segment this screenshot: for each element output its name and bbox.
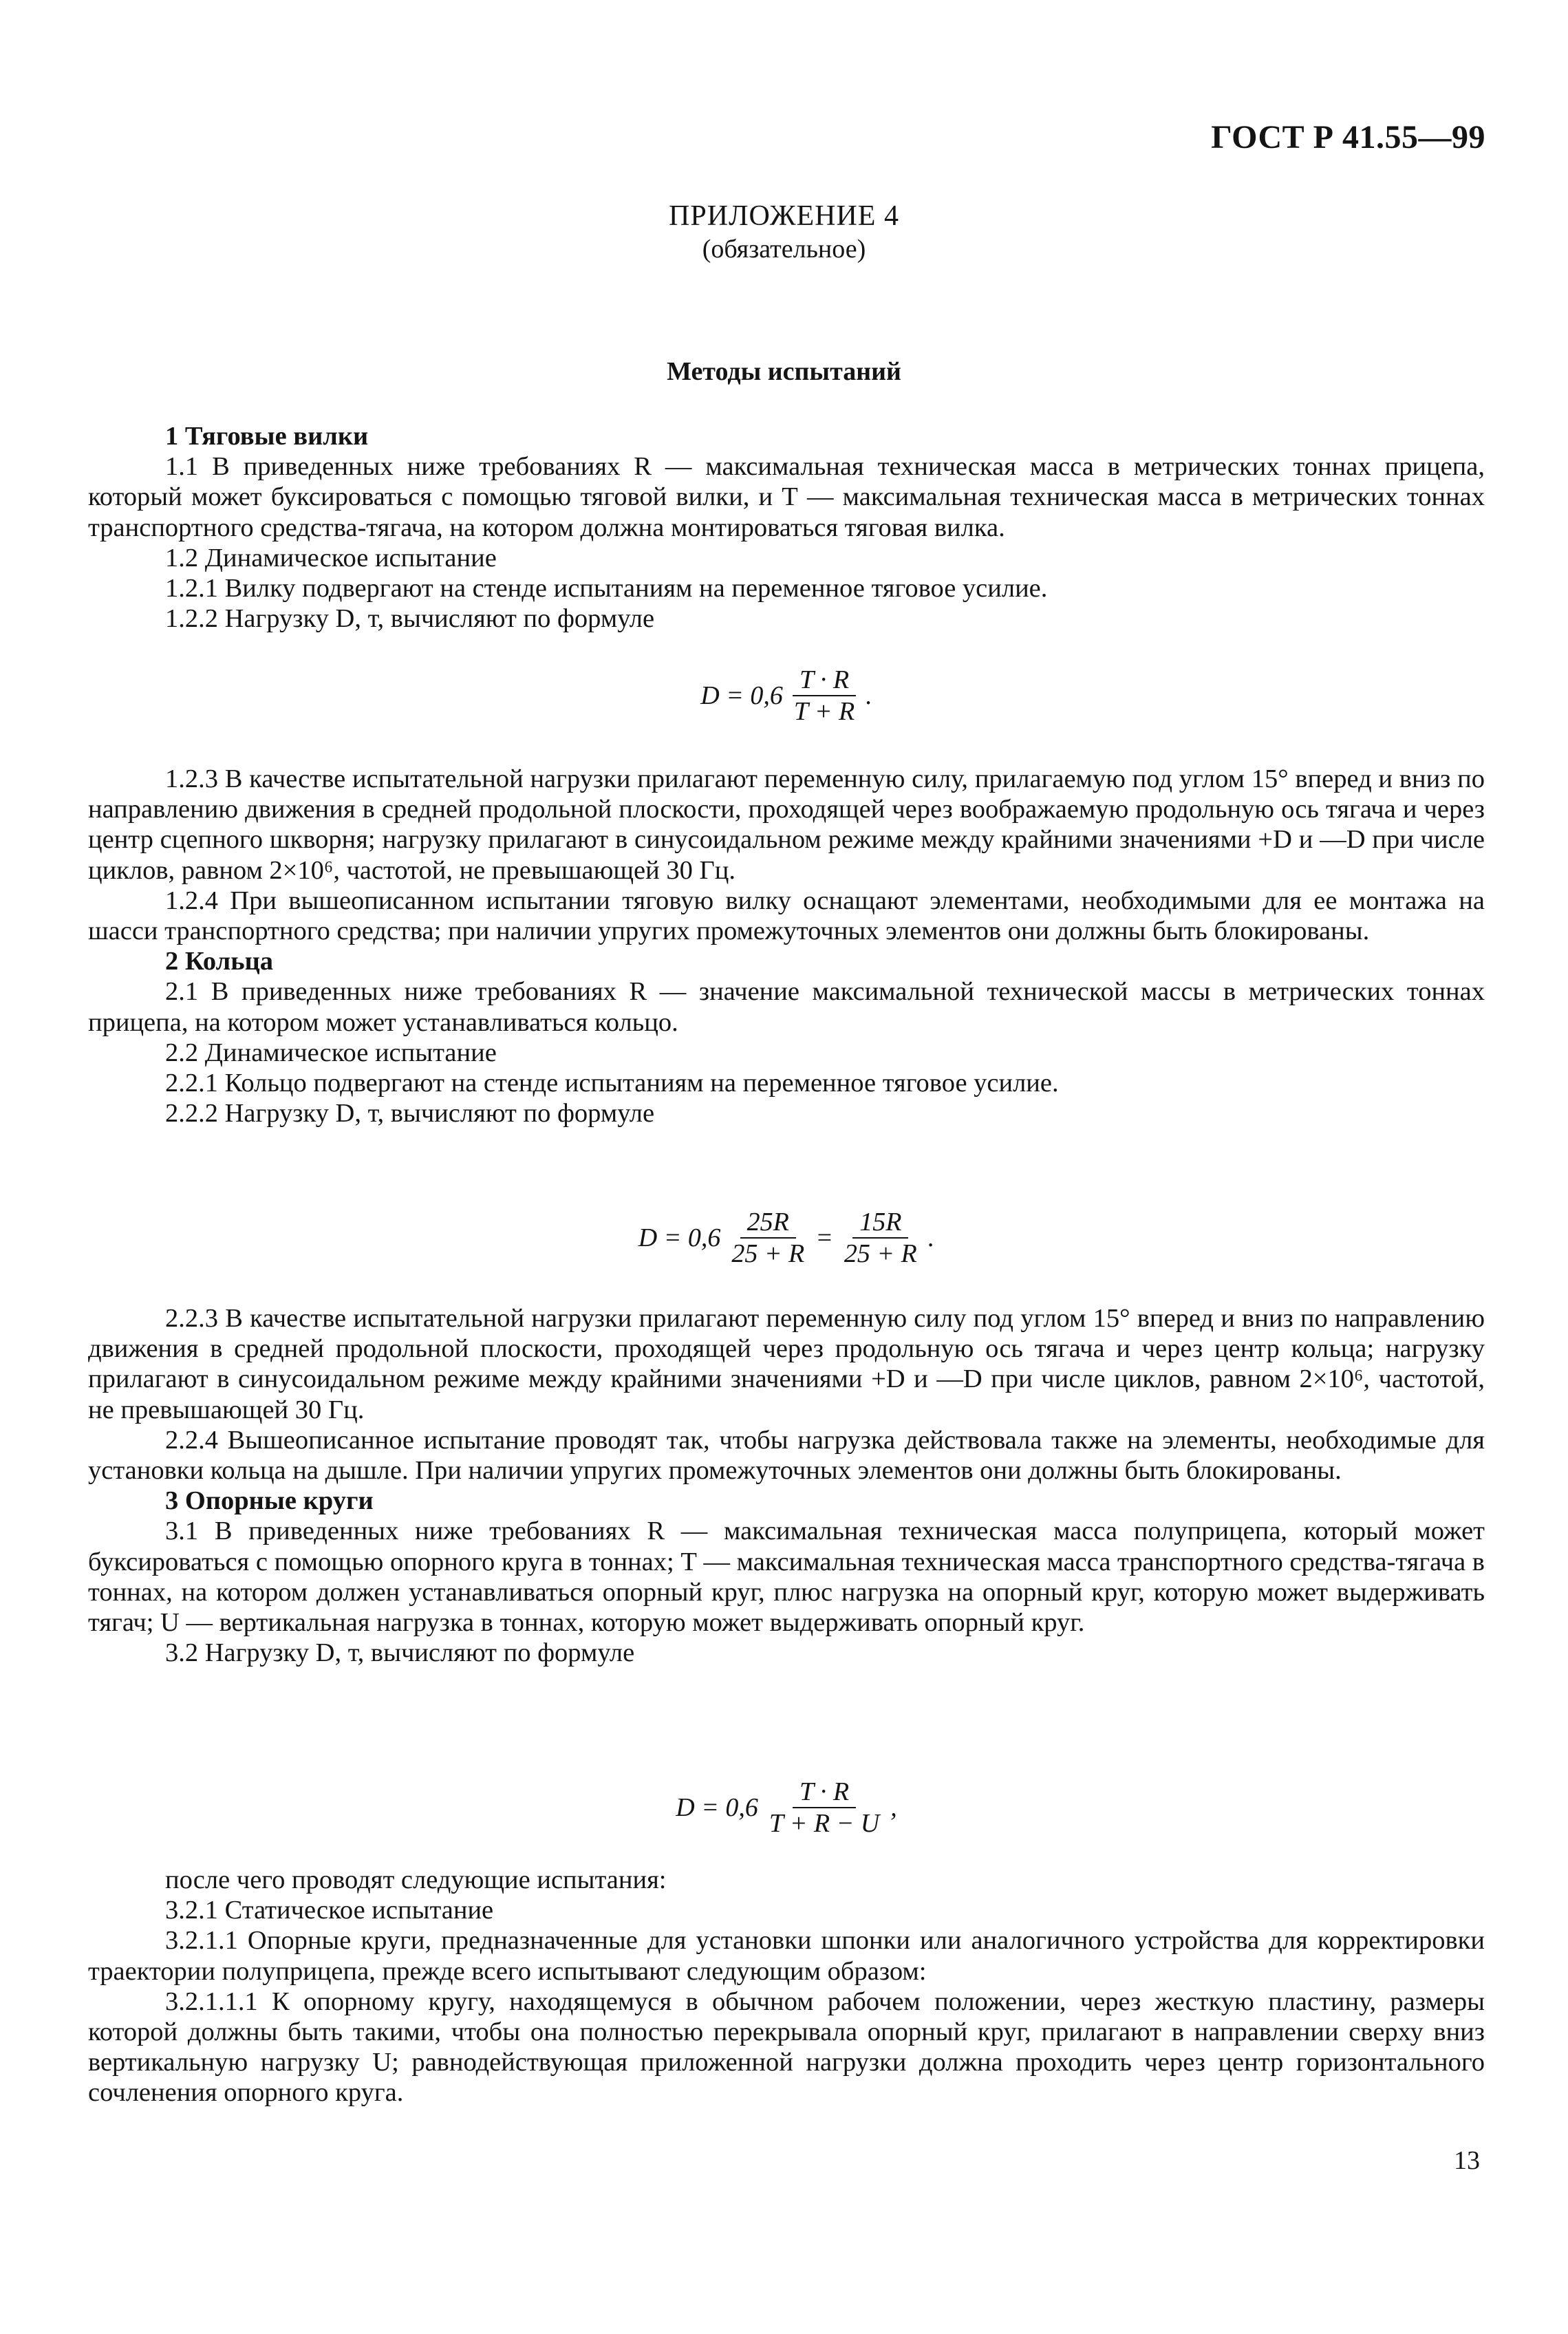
paragraph-3-2-1-1: 3.2.1.1 Опорные круги, предназначенные для установки шпонки или аналогичного устройства для корректировки траектории полуприцепа, прежде всего испытывают следующим образом: [88, 1926, 1485, 1986]
paragraph-1-2-4: 1.2.4 При вышеописанном испытании тяговую вилку оснащают элементами, необходимыми для ее монтажа на шасси транспортного средства; при наличии упругих промежуточных элементов они должны быть блокированы. [88, 886, 1485, 946]
formula-1-fraction [787, 666, 861, 725]
formula-2-fraction-1 [724, 1208, 811, 1267]
heading-towing-forks: 1 Тяговые вилки [165, 422, 369, 451]
standard-code: ГОСТ Р 41.55—99 [1211, 119, 1485, 156]
formula-2-numerator-2: 15R [852, 1208, 908, 1239]
formula-2-lhs: D = 0,6 [638, 1223, 721, 1252]
text-block-section-3 [88, 1303, 1485, 1668]
paragraph-2-2: 2.2 Динамическое испытание [165, 1038, 497, 1067]
heading-rings: 2 Кольца [165, 947, 274, 976]
paragraph-2-2-2: 2.2.2 Нагрузку D, т, вычисляют по формуле [165, 1099, 655, 1128]
formula-2-equals: = [815, 1223, 833, 1252]
formula-3-numerator: T · R [793, 1778, 856, 1808]
section-title: Методы испытаний [667, 357, 901, 386]
paragraph-1-2-3: 1.2.3 В качестве испытательной нагрузки прилагают переменную силу, прилагаемую под углом 15° вперед и вниз по направлению движения в средней продольной плоскости, проходящей через воображаемую продольную ось тягача и через центр сцепного шкворня; нагрузку прилагают в синусоидальном режиме между крайними значениями +D и —D при числе циклов, равном 2×10⁶, частотой, не превышающей 30 Гц. [88, 764, 1485, 885]
formula-3-tail: , [890, 1792, 897, 1822]
paragraph-2-2-4: 2.2.4 Вышеописанное испытание проводят так, чтобы нагрузка действовала также на элементы, необходимые для установки кольца на дышле. При наличии упругих промежуточных элементов они должны быть блокированы. [88, 1425, 1485, 1486]
paragraph-1-2-2: 1.2.2 Нагрузку D, т, вычисляют по формуле [165, 604, 655, 634]
paragraph-3-2-1: 3.2.1 Статическое испытание [165, 1896, 494, 1925]
formula-1-numerator: T · R [793, 666, 856, 696]
formula-3-fraction [762, 1778, 886, 1837]
paragraph-1-1: 1.1 В приведенных ниже требованиях R — максимальная техническая масса в метрических тоннах прицепа, который может буксироваться с помощью тяговой вилки, и Т — максимальная техническая масса в метрических тоннах транспортного средства-тягача, на котором должна монтироваться тяговая вилка. [88, 452, 1485, 542]
formula-2-fraction-2 [837, 1208, 924, 1267]
formula-1 [88, 666, 1485, 725]
heading-fifth-wheels: 3 Опорные круги [165, 1486, 374, 1516]
formula-1-denominator: T + R [793, 697, 855, 726]
paragraph-3-1: 3.1 В приведенных ниже требованиях R — максимальная техническая масса полуприцепа, который может буксироваться с помощью опорного круга в тоннах; Т — максимальная техническая масса транспортного средства-тягача в тоннах, на котором должен устанавливаться опорный круг, плюс нагрузка на опорный круг, которую может выдерживать тягач; U — вертикальная нагрузка в тоннах, которую может выдерживать опорный круг. [88, 1517, 1485, 1638]
page-number: 13 [1454, 2146, 1480, 2175]
formula-2-numerator-1: 25R [740, 1208, 796, 1239]
paragraph-3-2-1-1-1: 3.2.1.1.1 К опорному кругу, находящемуся в обычном рабочем положении, через жесткую пластину, размеры которой должны быть такими, чтобы она полностью перекрывала опорный круг, прилагают в направлении сверху вниз вертикальную нагрузку U; равнодействующая приложенной нагрузки должна проходить через центр горизонтального сочленения опорного круга. [88, 1987, 1485, 2108]
formula-1-lhs: D = 0,6 [700, 681, 783, 710]
formula-1-tail: . [866, 681, 872, 710]
formula-3-lhs: D = 0,6 [676, 1792, 758, 1822]
paragraph-after-formula: после чего проводят следующие испытания: [165, 1865, 667, 1894]
annex-title: ПРИЛОЖЕНИЕ 4 [669, 200, 899, 232]
text-block-section-1 [88, 421, 1485, 634]
paragraph-2-2-1: 2.2.1 Кольцо подвергают на стенде испытаниям на переменное тяговое усилие. [165, 1069, 1059, 1098]
formula-2 [88, 1208, 1485, 1267]
formula-3 [88, 1778, 1485, 1837]
formula-2-denominator-1: 25 + R [731, 1239, 805, 1268]
formula-3-denominator: T + R − U [769, 1809, 880, 1838]
paragraph-1-2-1: 1.2.1 Вилку подвергают на стенде испытаниям на переменное тяговое усилие. [165, 574, 1048, 603]
paragraph-2-2-3: 2.2.3 В качестве испытательной нагрузки прилагают переменную силу под углом 15° вперед и вниз по направлению движения в средней продольной плоскости, проходящей через продольную ось тягача и через центр кольца; нагрузку прилагают в синусоидальном режиме между крайними значениями +D и —D при числе циклов, равном 2×10⁶, частотой, не превышающей 30 Гц. [88, 1304, 1485, 1424]
text-block-section-2 [88, 764, 1485, 1128]
text-block-section-4 [88, 1865, 1485, 2108]
annex-subtitle: (обязательное) [702, 235, 866, 264]
formula-2-denominator-2: 25 + R [844, 1239, 917, 1268]
paragraph-2-1: 2.1 В приведенных ниже требованиях R — значение максимальной технической массы в метрических тоннах прицепа, на котором может устанавливаться кольцо. [88, 977, 1485, 1037]
paragraph-1-2: 1.2 Динамическое испытание [165, 543, 497, 572]
formula-2-tail: . [927, 1223, 935, 1252]
paragraph-3-2: 3.2 Нагрузку D, т, вычисляют по формуле [165, 1638, 635, 1668]
